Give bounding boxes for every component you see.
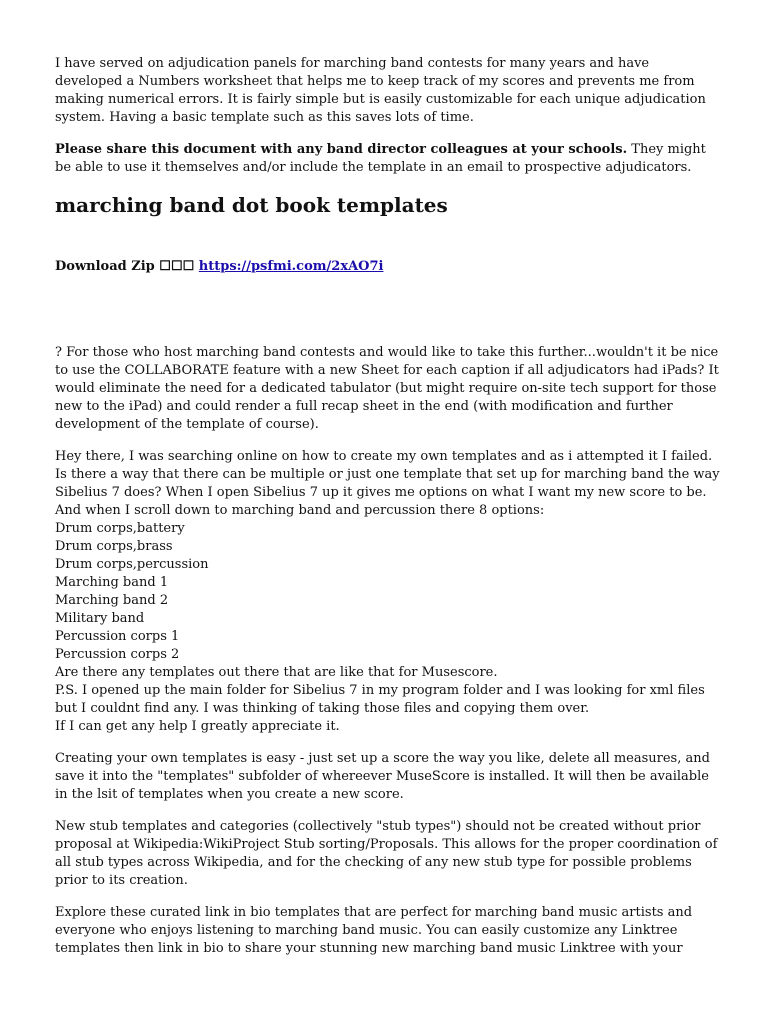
reply-paragraph: Creating your own templates is easy - just set up a score the way you like, delete all measures, and save it into the "templates" subfolder of whereever MuseScore is installed. It will then be available in the lsit of templates when you create a new score. [55, 751, 710, 802]
download-link[interactable]: https://psfmi.com/2xAO7i [198, 259, 384, 274]
option-item: Drum corps,brass [55, 539, 173, 554]
post-intro: Hey there, I was searching online on how to create my own templates and as i attempted it I failed. Is there a way that there can be multiple or just one template that set up for marching band the way Sibelius 7 does? When I open Sibelius 7 up it gives me options on what I want my new score to be. And when I scroll down to marching band and percussion there 8 options: [55, 449, 720, 518]
option-item: Military band [55, 611, 145, 626]
forum-post [55, 448, 720, 736]
intro-paragraph: I have served on adjudication panels for marching band contests for many years and have developed a Numbers worksheet that helps me to keep track of my scores and prevents me from making numerical errors. It is fairly simple but is easily customizable for each unique adjudication system. Having a basic template such as this saves lots of time. [55, 56, 706, 125]
post-question: Are there any templates out there that are like that for Musescore. [55, 665, 498, 680]
share-rest-text: They might be able to use it themselves and/or include the template in an email to prospective adjudicators. [55, 142, 706, 175]
post-closing: If I can get any help I greatly appreciate it. [55, 719, 340, 734]
option-item: Drum corps,percussion [55, 557, 209, 572]
document-page [55, 55, 720, 972]
download-line [55, 258, 720, 276]
post-ps: P.S. I opened up the main folder for Sibelius 7 in my program folder and I was looking for xml files but I couldnt find any. I was thinking of taking those files and copying them over. [55, 683, 705, 716]
page-title: marching band dot book templates [55, 193, 448, 217]
share-bold-text: Please share this document with any band director colleagues at your schools. [55, 142, 628, 157]
option-item: Marching band 1 [55, 575, 169, 590]
option-item: Marching band 2 [55, 593, 169, 608]
download-label: Download Zip [55, 259, 155, 274]
stub-paragraph: New stub templates and categories (collectively "stub types") should not be created without prior proposal at Wikipedia:WikiProject Stub sorting/Proposals. This allows for the proper coordination of all stub types across Wikipedia, and for the checking of any new stub type for possible problems prior to its creation. [55, 819, 718, 888]
option-item: Drum corps,battery [55, 521, 185, 536]
collaborate-paragraph: ? For those who host marching band contests and would like to take this further...wouldn't it be nice to use the COLLABORATE feature with a new Sheet for each caption if all adjudicators had iPads? It would eliminate the need for a dedicated tabulator (but might require on-site tech support for those new to the iPad) and could render a full recap sheet in the end (with modification and further development of the template of course). [55, 345, 719, 432]
option-item: Percussion corps 1 [55, 629, 180, 644]
linktree-paragraph: Explore these curated link in bio templates that are perfect for marching band music artists and everyone who enjoys listening to marching band music. You can easily customize any Linktree templates then link in bio to share your stunning new marching band music Linktree with your [55, 905, 693, 956]
spacer [55, 276, 720, 344]
option-item: Percussion corps 2 [55, 647, 180, 662]
share-paragraph [55, 141, 720, 177]
download-arrow-icon: ☐☐☐ [159, 259, 195, 274]
